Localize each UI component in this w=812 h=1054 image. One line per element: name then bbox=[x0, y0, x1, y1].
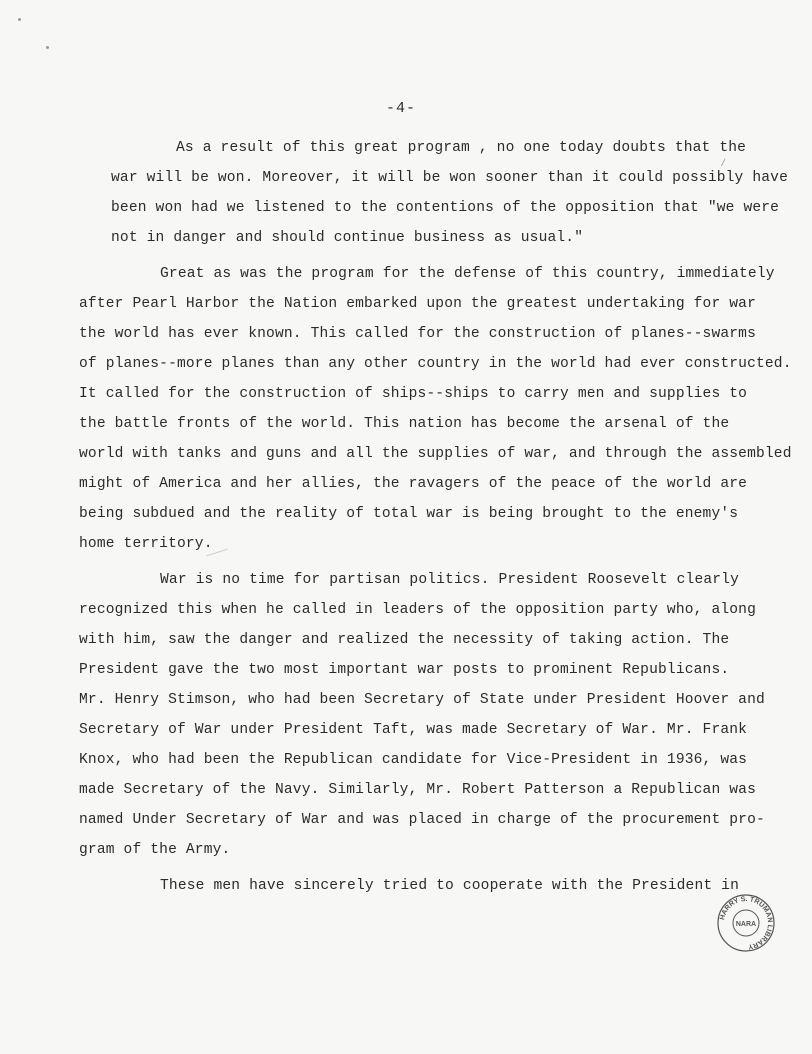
text-line: These men have sincerely tried to cooperate with the President in bbox=[160, 878, 739, 894]
page-number: -4- bbox=[386, 100, 417, 117]
text-line: war will be won. Moreover, it will be won sooner than it could possibly have bbox=[111, 170, 788, 186]
truman-library-stamp bbox=[716, 893, 776, 953]
text-line: being subdued and the reality of total war is being brought to the enemy's bbox=[79, 506, 739, 522]
text-line: recognized this when he called in leaders of the opposition party who, along bbox=[79, 602, 756, 618]
text-line: might of America and her allies, the ravagers of the peace of the world are bbox=[79, 476, 748, 492]
stamp-outer-text: HARRY S. TRUMAN LIBRARY bbox=[719, 895, 774, 950]
stamp-inner-text: NARA bbox=[735, 921, 757, 928]
text-line: Great as was the program for the defense of this country, immediately bbox=[160, 266, 775, 282]
text-line: Knox, who had been the Republican candidate for Vice-President in 1936, was bbox=[79, 752, 748, 768]
text-line: world with tanks and guns and all the supplies of war, and through the assembled bbox=[79, 446, 792, 462]
text-line: As a result of this great program , no one today doubts that the bbox=[176, 140, 747, 156]
text-line: War is no time for partisan politics. President Roosevelt clearly bbox=[160, 572, 739, 588]
text-line: made Secretary of the Navy. Similarly, Mr. Robert Patterson a Republican was bbox=[79, 782, 756, 798]
text-line: of planes--more planes than any other country in the world had ever constructed. bbox=[79, 356, 792, 372]
text-line: not in danger and should continue business as usual." bbox=[111, 230, 584, 246]
paper-speck bbox=[18, 18, 21, 21]
text-line: Mr. Henry Stimson, who had been Secretary of State under President Hoover and bbox=[79, 692, 765, 708]
text-line: the world has ever known. This called for the construction of planes--swarms bbox=[79, 326, 756, 342]
text-line: Secretary of War under President Taft, was made Secretary of War. Mr. Frank bbox=[79, 722, 748, 738]
text-line: after Pearl Harbor the Nation embarked upon the greatest undertaking for war bbox=[79, 296, 756, 312]
margin-mark: ⁄ bbox=[720, 158, 727, 170]
text-line: It called for the construction of ships--ships to carry men and supplies to bbox=[79, 386, 748, 402]
text-line: home territory. bbox=[79, 536, 213, 552]
text-line: President gave the two most important war posts to prominent Republicans. bbox=[79, 662, 730, 678]
text-line: the battle fronts of the world. This nation has become the arsenal of the bbox=[79, 416, 730, 432]
text-line: been won had we listened to the contentions of the opposition that "we were bbox=[111, 200, 780, 216]
text-line: gram of the Army. bbox=[79, 842, 231, 858]
text-line: named Under Secretary of War and was placed in charge of the procurement pro- bbox=[79, 812, 765, 828]
text-line: with him, saw the danger and realized the necessity of taking action. The bbox=[79, 632, 730, 648]
paper-speck bbox=[46, 46, 49, 49]
